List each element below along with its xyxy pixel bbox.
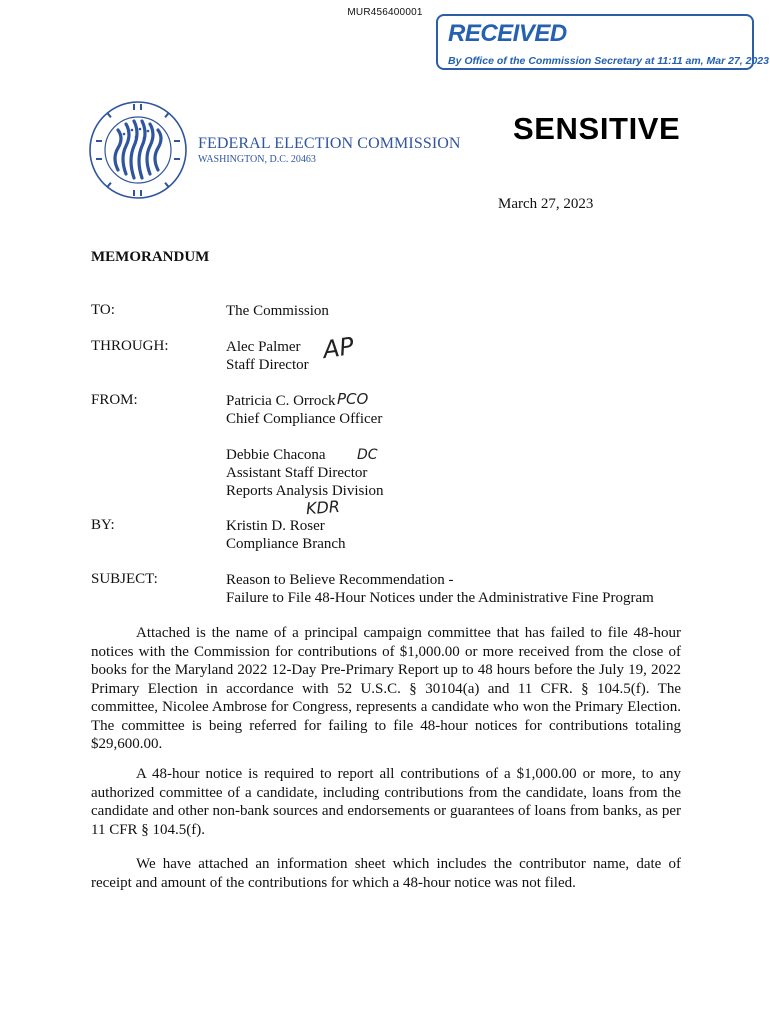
from-person1-title: Chief Compliance Officer: [226, 411, 383, 427]
document-id: MUR456400001: [347, 7, 423, 18]
through-name: Alec Palmer: [226, 339, 301, 355]
from-person2-name: Debbie Chacona: [226, 447, 326, 463]
from-person2-title: Assistant Staff Director: [226, 465, 368, 481]
from-person2-division: Reports Analysis Division: [226, 483, 384, 499]
body-paragraph-1: Attached is the name of a principal campaign committee that has failed to file 48-hour notices with the Commission for contributions of $1,000.00 or more received from the close of books for the Maryland 2022 12-Day Pre-Primary Report up to 48 hours before the July 19, 2022 Primary Election in accordance with 52 U.S.C. § 30104(a) and 11 CFR. § 104.5(f). The committee, Nicolee Ambrose for Congress, represents a candidate who won the Primary Election. The committee is being referred for failing to file 48-hour notices for contributions totaling $29,600.00.: [91, 625, 681, 752]
classification-marking: SENSITIVE: [513, 111, 681, 146]
memo-date: March 27, 2023: [498, 196, 594, 212]
fec-seal-icon: [88, 100, 188, 200]
memo-heading: MEMORANDUM: [91, 249, 210, 265]
received-stamp: [436, 14, 769, 70]
by-branch: Compliance Branch: [226, 536, 346, 552]
subject-line-1: Reason to Believe Recommendation -: [226, 572, 454, 588]
to-value: The Commission: [226, 303, 329, 319]
received-stamp-title: RECEIVED: [448, 20, 567, 47]
from-person1-initials-signature: PCO: [337, 390, 369, 408]
from-person2-initials-signature: DC: [357, 447, 378, 463]
to-label: TO:: [91, 302, 115, 318]
from-label: FROM:: [91, 392, 138, 408]
received-stamp-detail: By Office of the Commission Secretary at 11:11 am, Mar 27, 2023: [448, 55, 769, 67]
from-person1-name: Patricia C. Orrock: [226, 393, 336, 409]
body-paragraph-3: We have attached an information sheet which includes the contributor name, date of receipt and amount of the contributions for which a 48-hour notice was not filed.: [91, 856, 681, 891]
by-name: Kristin D. Roser: [226, 518, 325, 534]
subject-line-2: Failure to File 48-Hour Notices under the Administrative Fine Program: [226, 590, 654, 606]
through-title: Staff Director: [226, 357, 309, 373]
body-paragraph-2: A 48-hour notice is required to report all contributions of a $1,000.00 or more, to any authorized committee of a candidate, including contributions from the candidate, loans from the candidate and other non-bank sources and endorsements or guarantees of loans from banks, as per 11 CFR § 104.5(f).: [91, 766, 681, 838]
through-initials-signature: AP: [321, 331, 356, 365]
subject-label: SUBJECT:: [91, 571, 158, 587]
agency-address: WASHINGTON, D.C. 20463: [198, 154, 316, 165]
through-label: THROUGH:: [91, 338, 169, 354]
agency-name: FEDERAL ELECTION COMMISSION: [198, 135, 461, 152]
by-initials-signature: KDR: [305, 496, 341, 519]
by-label: BY:: [91, 517, 115, 533]
